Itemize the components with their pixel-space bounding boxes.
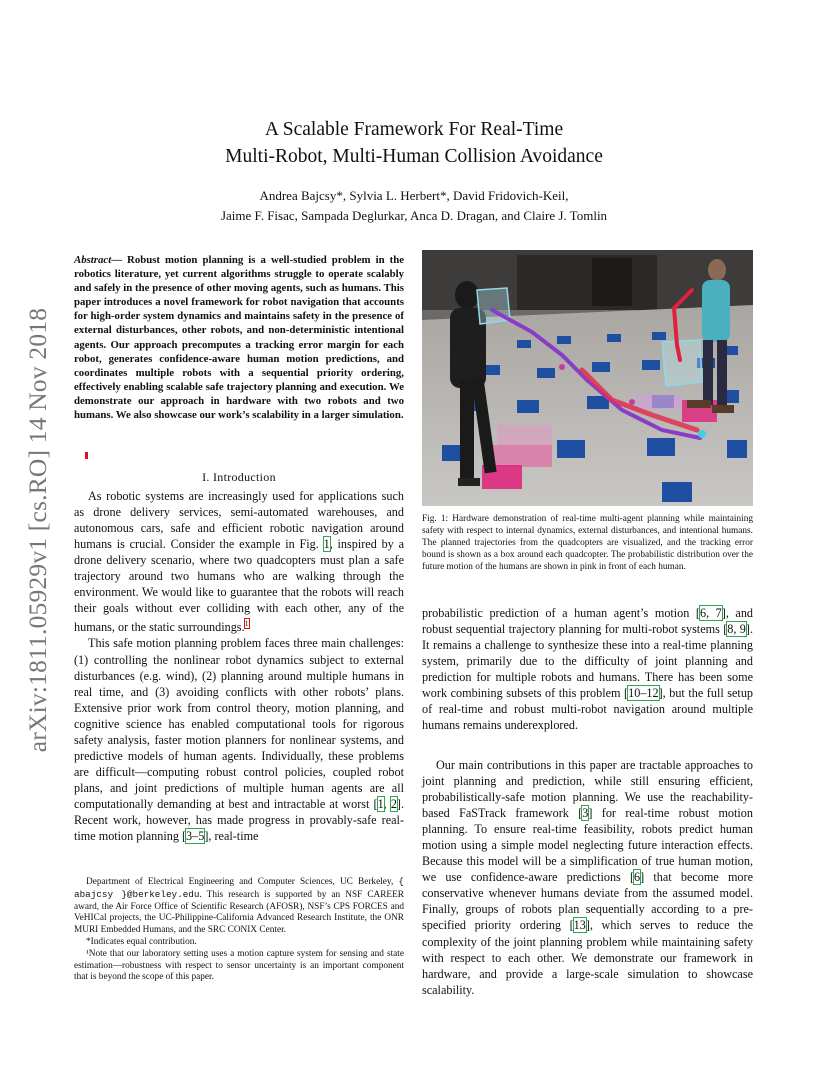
intro-paragraph-2-cont: probabilistic prediction of a human agent’s motion [6, 7], and robust sequential trajectory planning for multi-robot systems [8, 9]. It remains a challenge to synthesize these into a real-time planning system, primarily due to the difficulty of joint planning and prediction for multiple robots and humans. There has been some work combining subsets of this problem [10–12], but the full setup of real-time and robust multi-robot navigation around multiple humans remains underexplored. <box>422 606 754 733</box>
citation-link[interactable]: 8, 9 <box>727 622 746 637</box>
intro-paragraph-3: Our main contributions in this paper are tractable approaches to joint planning and prediction, while still ensuring efficient, probabilistically-safe motion planning. We use the reachability-based FaSTrack framework [3] for real-time robust motion planning. To ensure real-time feasibility, robots predict human motion using a simple model neglecting future interaction effects. Because this model will be a simplification of true human motion, we use confidence-aware predictions [6] that become more conservative whenever humans deviate from the assumed model. Finally, groups of robots plan sequentially according to a pre-specified priority ordering [13], which serves to reduce the complexity of the joint planning problem while maintaining safety with respect to each other. We demonstrate our framework in hardware, and provide a large-scale simulation to showcase scalability. <box>422 758 753 997</box>
hardware-demo-illustration <box>422 250 753 506</box>
authors-line-1: Andrea Bajcsy*, Sylvia L. Herbert*, David Fridovich-Keil, <box>259 188 569 203</box>
trajectory-waypoint <box>559 364 565 370</box>
quadcopter-error-box-2 <box>662 340 702 386</box>
title-line-1: A Scalable Framework For Real-Time <box>264 119 564 140</box>
citation-link[interactable]: 2 <box>390 796 397 811</box>
title-line-2: Multi-Robot, Multi-Human Collision Avoidance <box>225 146 603 167</box>
cabinets <box>517 255 657 310</box>
author-email: { abajcsy }@berkeley.edu <box>74 876 404 900</box>
trajectory-waypoint <box>629 399 635 405</box>
author-list <box>0 186 828 226</box>
section-heading-introduction: I. Introduction <box>202 470 276 484</box>
citation-link[interactable]: 6 <box>634 870 641 885</box>
authors-line-2: Jaime F. Fisac, Sampada Deglurkar, Anca D. Dragan, and Claire J. Tomlin <box>220 208 608 223</box>
citation-link[interactable]: 6, 7 <box>699 606 722 620</box>
figure-1-caption: Fig. 1: Hardware demonstration of real-time multi-agent planning while maintaining safety with respect to internal dynamics, external disturbances, and intentional humans. The planned trajectories from the quadcopters are visualized, and the tracking error bound is shown as a box around each quadcopter. The probabilistic distribution over the future motion of the humans are shown in pink in front of each human. <box>422 514 753 572</box>
footnote-1: ¹Note that our laboratory setting uses a motion capture system for sensing and state estimation—robustness with respect to sensor uncertainty is an important component that is beyond the scope of this paper. <box>74 948 404 983</box>
door <box>592 258 632 306</box>
figure-reference-link[interactable]: 1 <box>323 537 330 552</box>
paper-title <box>0 116 828 170</box>
intro-paragraph-2: This safe motion planning problem faces three main challenges: (1) controlling the nonlinear robot dynamics subject to external disturbances (e.g. wind), (2) planning around multiple humans in real time, and (3) avoiding conflicts with other robots’ plans. Extensive prior work from control theory, motion planning, and cognitive science has enabled computational tools for rigorous safety analysis, faster motion planners for nonlinear systems, and predictive models of human agents. Individually, these problems are difficult—computing robust control policies, coupled robot plans, and joint predictions of multiple human agents are all computationally demanding at best and intractable at worst [1, 2]. Recent work, however, has made progress in provably-safe real-time motion planning [3–5], real-time <box>74 636 405 844</box>
footnote-reference-link[interactable]: 1 <box>244 619 249 629</box>
intro-paragraph-1: As robotic systems are increasingly used for applications such as drone delivery services, semi-automated warehouses, and autonomous cars, safe and efficient robotic navigation around humans is crucial. Consider the example in Fig. 1, inspired by a drone delivery scenario, where two quadcopters must plan a safe trajectory around two humans who are walking through the environment. We would like to guarantee that the robots will reach their goals without ever colliding with each other, any of the humans, or the static surroundings.$^1$ <box>74 489 404 635</box>
citation-link[interactable]: 10–12 <box>628 686 659 701</box>
introduction-left-column <box>74 488 404 844</box>
citation-link[interactable]: 1 <box>377 796 384 811</box>
introduction-right-column-p2 <box>422 757 753 998</box>
footnote-affiliation: Department of Electrical Engineering and Computer Sciences, UC Berkeley, { abajcsy }@berkeley.edu. This research is supported by an NSF CAREER award, the Air Force Office of Scientific Research (AFOSR), NSF’s CPS FORCES and VeHICal projects, the UC-Philippine-California Advanced Research Institute, the ONR MURI Embedded Humans, and the SRC CONIX Center. <box>74 876 404 936</box>
quadcopter-marker <box>698 430 706 438</box>
introduction-right-column-p1 <box>422 605 753 733</box>
arxiv-side-stamp <box>18 280 58 780</box>
citation-link[interactable]: 3–5 <box>186 829 205 844</box>
abstract-text: — Robust motion planning is a well-studied problem in the robotics literature, yet current algorithms struggle to operate scalably and safely in the presence of other moving agents, such as humans. This paper introduces a novel framework for robot navigation that accounts for high-order system dynamics and maintains safety in the presence of external disturbances, other robots, and non-deterministic intentional agents. Our approach precomputes a tracking error margin for each robot, generates confidence-aware human motion predictions, and coordinates multiple robots with a sequential priority ordering, effectively enabling scalable safe trajectory planning and execution. We demonstrate our approach in hardware with two robots and two humans. We also showcase our work’s scalability in a larger simulation. <box>74 254 404 422</box>
footnotes <box>74 876 404 984</box>
figure-1-photo <box>422 250 753 506</box>
citation-link[interactable]: 3 <box>582 806 589 821</box>
arxiv-identifier: arXiv:1811.05929v1 [cs.RO] 14 Nov 2018 <box>23 307 52 753</box>
annotation-marker <box>85 452 88 459</box>
abstract-label: Abstract <box>74 254 112 266</box>
footnote-equal-contribution: *Indicates equal contribution. <box>86 936 197 947</box>
citation-link[interactable]: 13 <box>573 918 586 933</box>
abstract <box>74 253 404 422</box>
